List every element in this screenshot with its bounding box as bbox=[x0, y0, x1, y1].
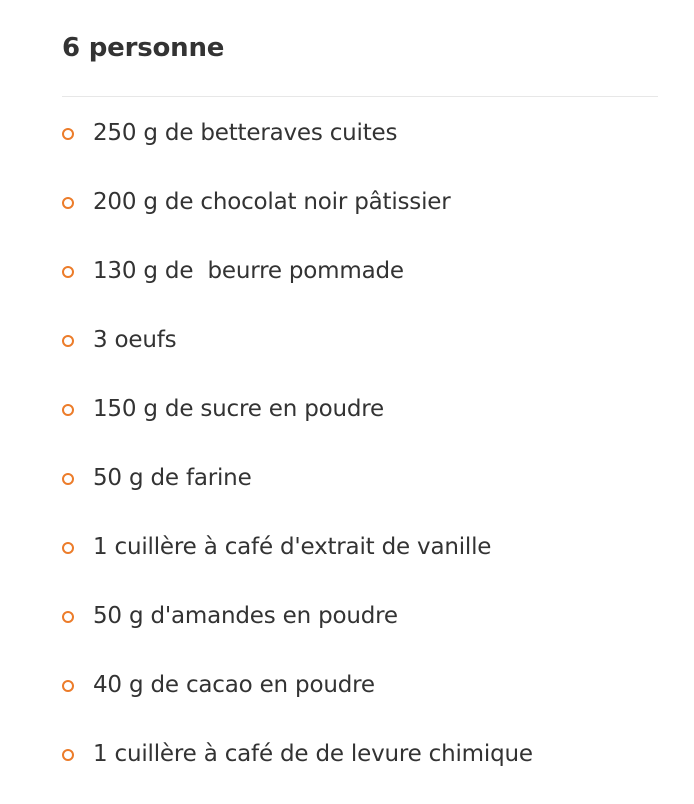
ingredient-label: 3 oeufs bbox=[93, 327, 177, 353]
circle-bullet-icon bbox=[62, 749, 74, 761]
circle-bullet-icon bbox=[62, 680, 74, 692]
ingredient-label: 150 g de sucre en poudre bbox=[93, 396, 384, 422]
ingredient-label: 130 g de beurre pommade bbox=[93, 258, 404, 284]
ingredient-label: 40 g de cacao en poudre bbox=[93, 672, 375, 698]
ingredient-item bbox=[62, 528, 682, 597]
ingredient-item bbox=[62, 459, 682, 528]
ingredient-item bbox=[62, 666, 682, 735]
circle-bullet-icon bbox=[62, 542, 74, 554]
ingredient-label: 50 g d'amandes en poudre bbox=[93, 603, 398, 629]
ingredient-label: 1 cuillère à café d'extrait de vanille bbox=[93, 534, 492, 560]
circle-bullet-icon bbox=[62, 266, 74, 278]
circle-bullet-icon bbox=[62, 404, 74, 416]
ingredient-item bbox=[62, 735, 682, 804]
ingredient-label: 50 g de farine bbox=[93, 465, 252, 491]
circle-bullet-icon bbox=[62, 128, 74, 140]
ingredient-item bbox=[62, 390, 682, 459]
ingredient-item bbox=[62, 597, 682, 666]
circle-bullet-icon bbox=[62, 335, 74, 347]
servings-title: 6 personne bbox=[62, 33, 225, 63]
ingredient-label: 1 cuillère à café de de levure chimique bbox=[93, 741, 533, 767]
ingredient-label: 250 g de betteraves cuites bbox=[93, 120, 398, 146]
circle-bullet-icon bbox=[62, 197, 74, 209]
ingredient-label: 200 g de chocolat noir pâtissier bbox=[93, 189, 451, 215]
ingredient-item bbox=[62, 252, 682, 321]
circle-bullet-icon bbox=[62, 611, 74, 623]
ingredient-item bbox=[62, 114, 682, 183]
circle-bullet-icon bbox=[62, 473, 74, 485]
ingredient-item bbox=[62, 183, 682, 252]
ingredient-item bbox=[62, 321, 682, 390]
ingredient-list bbox=[62, 114, 682, 804]
header-divider bbox=[62, 96, 658, 97]
